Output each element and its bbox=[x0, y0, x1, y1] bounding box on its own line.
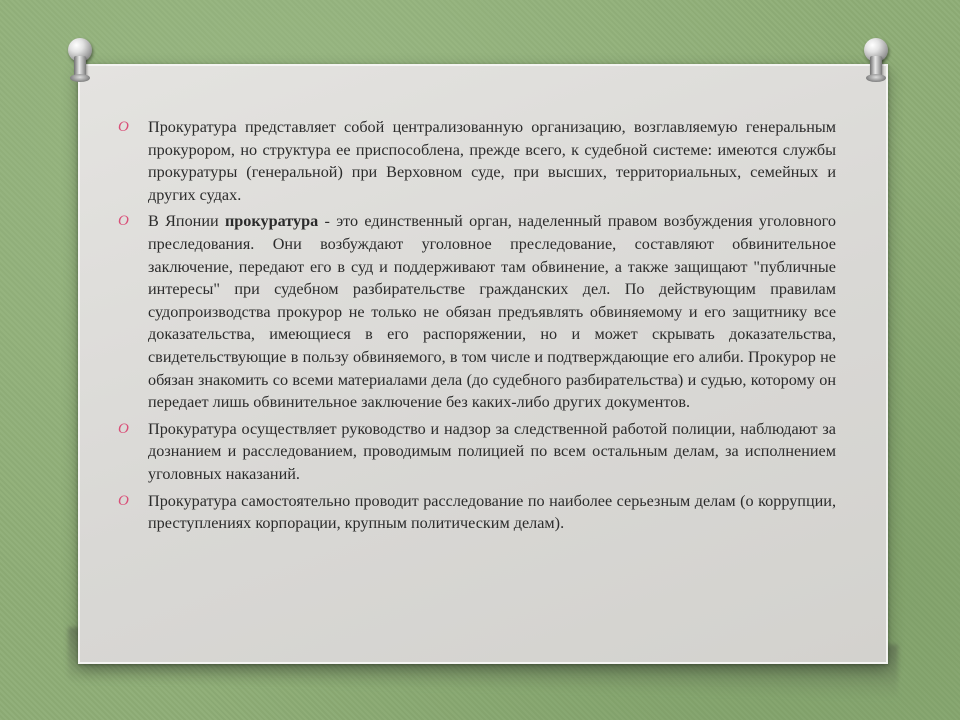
list-item bbox=[112, 210, 836, 413]
paragraph-text: Прокуратура самостоятельно проводит расследование по наиболее серьезным делам (о коррупции, преступлениях корпорации, крупным политическим делам). bbox=[148, 491, 836, 533]
paragraph-bold-term: прокуратура bbox=[224, 212, 319, 231]
paragraph-text: Прокуратура представляет собой централизованную организацию, возглавляемую генеральным прокурором, но структура ее приспособлена, прежде всего, к судебной системе: имеются службы прокуратуры (генеральной) при Верховном суде, при высших, территориальных, семейных и других судах. bbox=[148, 118, 836, 204]
paragraph-suffix: - это единственный орган, наделенный правом возбуждения уголовного преследования. Они возбуждают уголовное преследование, составляют обвинительное заключение, передают его в суд и поддерживают там обвинение, а также защищают "публичные интересы" при судебном разбирательстве гражданских дел. По действующим правилам судопроизводства прокурор не только не обязан предъявлять обвиняемому и его защитнику все доказательства, имеющиеся в его распоряжении, но и может скрывать доказательства, свидетельствующие в пользу обвиняемого, в том числе и подтверждающие его алиби. Прокурор не обязан знакомить со всеми материалами дела (до судебного разбирательства) и судью, которому он передает лишь обвинительное заключение без каких-либо других документов. bbox=[148, 212, 836, 412]
paragraph-prefix: В Японии bbox=[148, 212, 225, 231]
bullet-icon: O bbox=[118, 119, 129, 135]
pushpin-icon bbox=[64, 38, 98, 84]
paragraph-text: Прокуратура осуществляет руководство и надзор за следственной работой полиции, наблюдают за дознанием и расследованием, проводимым полицией по всем остальным делам, за исполнением уголовных наказаний. bbox=[148, 419, 836, 483]
bullet-icon: O bbox=[118, 420, 129, 437]
pushpin-icon bbox=[860, 38, 894, 84]
bullet-icon: O bbox=[118, 492, 129, 509]
list-item bbox=[112, 418, 836, 486]
bullet-icon: O bbox=[118, 213, 129, 230]
list-item bbox=[112, 116, 836, 206]
slide-content bbox=[112, 116, 836, 539]
list-item bbox=[112, 490, 836, 535]
